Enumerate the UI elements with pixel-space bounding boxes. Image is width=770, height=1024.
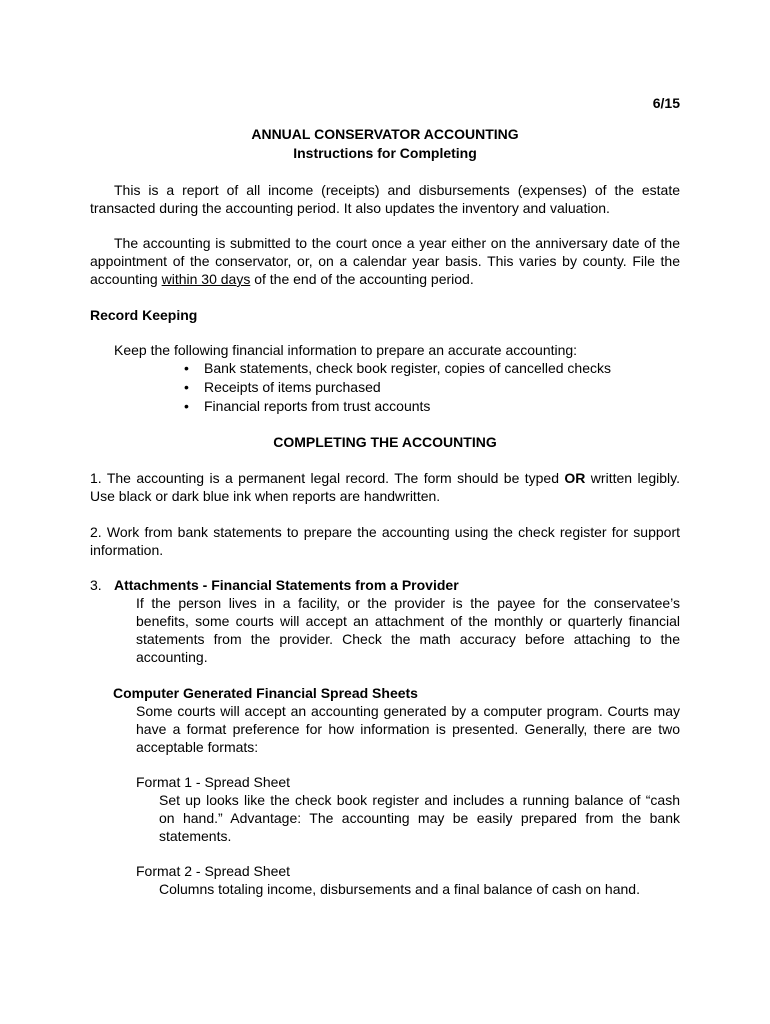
instruction-item-1	[90, 469, 680, 505]
page-number: 6/15	[652, 95, 680, 111]
record-keeping-list	[180, 359, 680, 416]
list-item: • Bank statements, check book register, copies of cancelled checks	[180, 359, 680, 378]
format1-title: Format 1 - Spread Sheet	[136, 774, 291, 790]
format2-body: Columns totaling income, disbursements and a final balance of cash on hand.	[159, 881, 640, 897]
instruction-item-3-heading	[90, 576, 680, 594]
format2-title: Format 2 - Spread Sheet	[136, 863, 291, 879]
list-item: • Receipts of items purchased	[180, 378, 680, 397]
item1-text-after: written legibly. Use black or dark blue ink when reports are handwritten.	[90, 470, 680, 504]
format1-body: Set up looks like the check book register and includes a running balance of “cash on hand.” Advantage: The accounting may be easily prepared from the bank statements.	[159, 792, 680, 844]
list-item: • Financial reports from trust accounts	[180, 397, 680, 416]
record-keeping-lead: Keep the following financial information to prepare an accurate accounting:	[114, 342, 578, 358]
item1-bold-or: OR	[564, 470, 586, 486]
instruction-item-2: 2. Work from bank statements to prepare the accounting using the check register for support information.	[90, 524, 680, 558]
document-subtitle: Instructions for Completing	[293, 145, 477, 161]
intro-paragraph: This is a report of all income (receipts) and disbursements (expenses) of the estate transacted during the accounting period. It also updates the inventory and valuation.	[90, 182, 680, 216]
item3-number: 3.	[90, 577, 102, 593]
instruction-item-3-body: If the person lives in a facility, or the provider is the payee for the conservatee’s benefits, some courts will accept an attachment of the monthly or quarterly financial statements from the provider. Check the math accuracy before attaching to the accounting.	[136, 595, 680, 665]
submission-text-after: of the end of the accounting period.	[250, 271, 474, 287]
document-title: ANNUAL CONSERVATOR ACCOUNTING	[251, 126, 519, 142]
submission-paragraph	[90, 234, 680, 288]
item1-text-before: 1. The accounting is a permanent legal record. The form should be typed	[90, 470, 565, 486]
submission-text-before: The accounting is submitted to the court once a year either on the anniversary date of the appointment of the conservator, or, on a calendar year basis. This varies by county. File the accounting	[90, 235, 680, 287]
item3-heading-text: Attachments - Financial Statements from a Provider	[114, 577, 459, 593]
spreadsheets-body: Some courts will accept an accounting generated by a computer program. Courts may have a format preference for how information is presented. Generally, there are two acceptable formats:	[136, 703, 680, 755]
completing-heading: COMPLETING THE ACCOUNTING	[273, 434, 497, 450]
deadline-underlined: within 30 days	[161, 271, 251, 287]
spreadsheets-heading: Computer Generated Financial Spread Sheets	[113, 685, 418, 701]
record-keeping-heading: Record Keeping	[90, 307, 198, 323]
